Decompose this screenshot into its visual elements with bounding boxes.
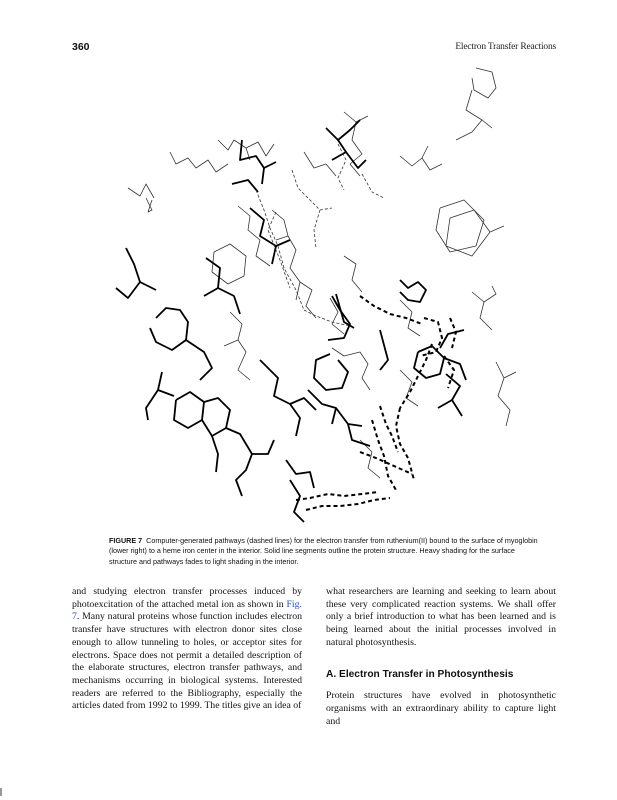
margin-mark (0, 788, 2, 796)
left-text-before-link: and studying electron transfer processes induced by photoexcitation of the attached metal ion as shown in (72, 586, 302, 610)
figure-7-link[interactable]: Fig. 7 (72, 598, 302, 623)
protein-pathway-figure (100, 60, 560, 530)
right-paragraph-2: Protein structures have evolved in photosynthetic organisms with an extraordinary ability to capture light and (326, 690, 556, 727)
running-title: Electron Transfer Reactions (455, 42, 556, 52)
left-text-after-link: . Many natural proteins whose function includes electron transfer have structures with electron donor sites close enough to allow tunneling to holes, or acceptor sites for electrons. Space does not permit a detailed description of the elaborate structures, electron transfer pathways, and mechanisms occurring in biological systems. Interested readers are referred to the Bibliography, especially the articles dated from 1992 to 1999. The titles give an idea of (72, 611, 302, 712)
left-paragraph (72, 586, 302, 713)
interior-structure-light (128, 68, 516, 478)
page-number: 360 (72, 41, 90, 53)
section-heading: A. Electron Transfer in Photosynthesis (326, 668, 514, 680)
figure-caption-text: Computer-generated pathways (dashed lines) for the electron transfer from ruthenium(II) bound to the surface of myoglobin (lower right) to a heme iron center in the interior. Solid line segments outline the protein structure. Heavy shading for the surface structure and pathways fades to light shading in the interior. (109, 536, 538, 566)
right-paragraph-1: what researchers are learning and seeking to learn about these very complicated reaction systems. We shall offer only a brief introduction to what has been learned and is being learned about the initial processes involved in natural photosynthesis. (326, 586, 556, 648)
right-column (326, 586, 556, 728)
figure-label: FIGURE 7 (109, 536, 143, 545)
electron-pathways-light (256, 144, 384, 326)
figure-caption (109, 536, 539, 567)
left-column (72, 586, 302, 713)
